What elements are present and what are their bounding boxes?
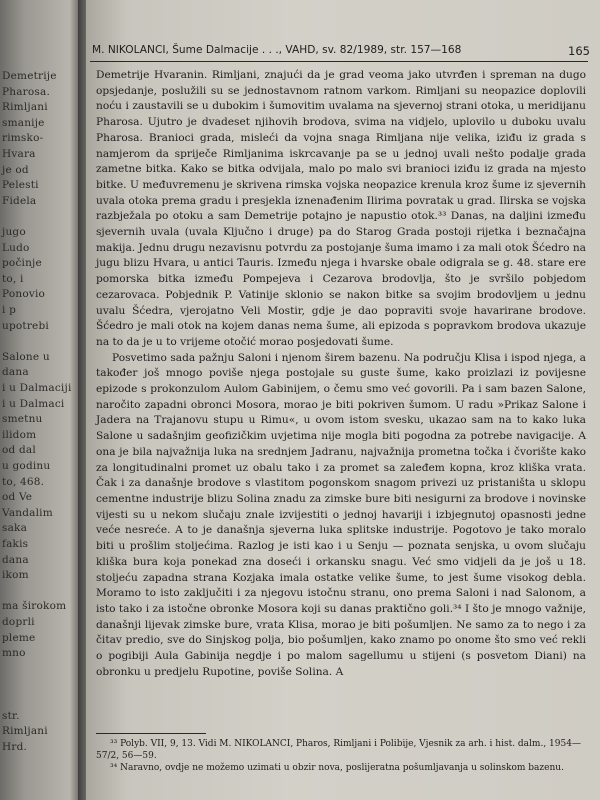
left-page-line: Hvara	[2, 148, 36, 160]
left-page-line: jugo	[2, 226, 26, 238]
left-page-line: dana	[2, 553, 29, 566]
left-page-line: pleme	[2, 631, 36, 644]
left-page-line: smetnu	[2, 413, 43, 426]
footnote: ³³ Polyb. VII, 9, 13. Vidi M. NIKOLANCI, Pharos, Rimljani i Polibije, Vjesnik za arh. i hist. dalm., 1954—57/2, 56—59.	[96, 739, 581, 761]
left-page-line: i u Dalmaci	[2, 397, 65, 410]
paragraph: Demetrije Hvaranin. Rimljani, znajući da je grad veoma jako utvrđen i spreman na dugo opsjedanje, poslužili su se jednostavnom ratnom varkom. Rimljani su neopazice doplovili noću i zaustavili se u dubokim i šumovitim uvalama na sjevernoj strani otoka, u meridijanu Pharosa. Ujutro je dvadeset njihovih brodova, svima na vidjelo, uplovilo u duboku uvalu Pharosa. Branioci grada, misleći da vojna snaga Rimljana nije velika, iziđu iz grada s namjerom da spriječe Rimljanima iskrcavanje pa se u jednoj uvali nešto podalje grada zametne bitka. Kako se bitka odvijala, malo po malo svi branioci iziđu iz grada na mjesto bitke. U međuvremenu je skrivena rimska vojska neopazice krenula kroz šume iz sjevernih uvala otoka prema gradu i presjekla iznenađenim Ilirima povratak u grad. Ilirska se vojska razbježala po otoku a sam Demetrije potajno je napustio otok.³³ Danas, na daljini između sjevernih uvala (uvala Ključno i druge) pa do Starog Grada postoji rijetka i beznačajna makija. Jednu drugu nezavisnu potvrdu za postojanje šuma imamo i za mali otok Šćedro na jugu blizu Hvara, u antici Tauris. Između njega i hvarske obale odigrala se g. 48. stare ere pomorska bitka između Pompejeva i Cezarova brodovlja, što je svršilo pobjedom cezarovaca. Pobjednik P. Vatinije sklonio se nakon bitke sa svojim brodovljem u jednu uvalu Šćedra, vjerojatno Veli Mostir, gdje je dao popraviti svoje havarirane brodove. Šćedro je mali otok na kojem danas nema šume, ali epizoda s popravkom brodova ukazuje na to da je u to vrijeme otočić morao posjedovati šume.	[96, 69, 586, 348]
left-page-line: str.	[2, 709, 20, 722]
left-page-line: je od	[2, 163, 29, 176]
left-page-line: i p	[2, 304, 17, 316]
left-page-line: doprli	[2, 616, 35, 628]
left-page-line: ikom	[2, 569, 29, 582]
book-page	[86, 0, 600, 800]
left-page-line: Pelesti	[2, 179, 39, 192]
left-page-line: fakis	[2, 538, 29, 550]
left-page-line: saka	[2, 522, 28, 535]
left-page-line: Ponovio	[2, 288, 46, 301]
left-page-line: ma širokom	[2, 600, 67, 613]
body-text	[96, 68, 586, 680]
left-page-line: Salone u	[2, 350, 50, 363]
left-page-line: Fidela	[2, 194, 37, 207]
left-page-line: smanije	[2, 116, 45, 129]
left-page-edge	[0, 0, 82, 800]
left-page-line: rimsko-	[2, 132, 44, 145]
page-header	[92, 44, 590, 62]
footnotes	[96, 738, 586, 774]
left-page-line: Ludo	[2, 241, 30, 254]
left-page-line: Vandalim	[2, 506, 53, 519]
left-page-line: u godinu	[2, 460, 51, 472]
footnote: ³⁴ Naravno, ovdje ne možemo uzimati u obzir nova, poslijeratna pošumljavanja u solinskom bazenu.	[110, 763, 564, 773]
left-page-line: Rimljani	[2, 101, 48, 114]
left-page-line: Rimljani	[2, 725, 48, 738]
left-page-line: mno	[2, 647, 26, 660]
page-number: 165	[568, 44, 590, 58]
footnote-rule	[96, 733, 206, 734]
left-page-line: Demetrije	[2, 70, 57, 82]
left-page-line: dana	[2, 366, 29, 379]
paragraph: Posvetimo sada pažnju Saloni i njenom širem bazenu. Na području Klisa i ispod njega, a također još mnogo poviše njega postojale su guste šume, kako proizlazi iz povijesne epizode s prokonzulom Aulom Gabinijem, o čemu smo već govorili. Pa i sam bazen Salone, naročito zapadni obronci Mosora, morao je biti pokriven šumom. U radu »Prikaz Salone i Jadera na Trajanovu stupu u Rimu«, u ovom istom svesku, ukazao sam na to kako luka Salone u sadašnjim geofizičkim uvjetima nije mogla biti pogodna za potrebe navigacije. A ona je bila najvažnija luka na srednjem Jadranu, najvažnija prometna točka i čvorište kako za longitudinalni promet uz obalu tako i za promet sa zaleđem kopna, kroz kliška vrata. Čak i za današnje brodove s vlastitom pogonskom snagom privezi uz pristaništa u sklopu cementne industrije blizu Solina znadu za zimske bure biti nesigurni za brodove i novinske vijesti su u nekom slučaju znale izvijestiti o jednoj havariji i izbjegnutoj opasnosti jedne veće nesreće. A to je današnja sjeverna luka splitske industrije. Pogotovo je tako moralo biti u prošlim stoljećima. Razlog je isti kao i u Senju — poznata senjska, u ovom slučaju kliška bura koja ponekad zna doseći i orkansku snagu. Već smo vidjeli da je još u 18. stoljeću zapadna strana Kozjaka imala ostatke velike šume, to jest šume visokog debla. Moramo to isto zaključiti i za njegovu istočnu stranu, ono prema Saloni i nad Salonom, a isto tako i za istočne obronke Mosora koji su danas praktično goli.³⁴ I što je mnogo važnije, današnji lijevak zimske bure, vrata Klisa, morao je biti pošumljen. Ne samo za to nego i za čitav predio, sve do Sinjskog polja, bio pošumljen, kako znamo po onome što smo već rekli o pogibiji Aula Gabinija negdje i po malom sagellumu u stijeni (s posvetom Diani) na obronku u predjelu Rupotine, poviše Solina. A	[96, 351, 586, 678]
left-page-line: počinje	[2, 257, 42, 270]
left-page-line: Hrd.	[2, 740, 28, 753]
left-page-line: Pharosa.	[2, 85, 51, 98]
left-page-line: od dal	[2, 444, 36, 457]
left-page-line: to, i	[2, 272, 24, 285]
running-title: M. NIKOLANCI, Šume Dalmacije . . ., VAHD, sv. 82/1989, str. 157—168	[92, 44, 462, 56]
left-page-line: to, 468.	[2, 475, 45, 488]
left-page-line: i u Dalmaciji	[2, 382, 72, 394]
left-page-line: od Ve	[2, 491, 33, 504]
left-page-line: upotrebi	[2, 319, 49, 332]
left-page-line: ilidom	[2, 428, 37, 441]
header-rule	[90, 61, 588, 62]
